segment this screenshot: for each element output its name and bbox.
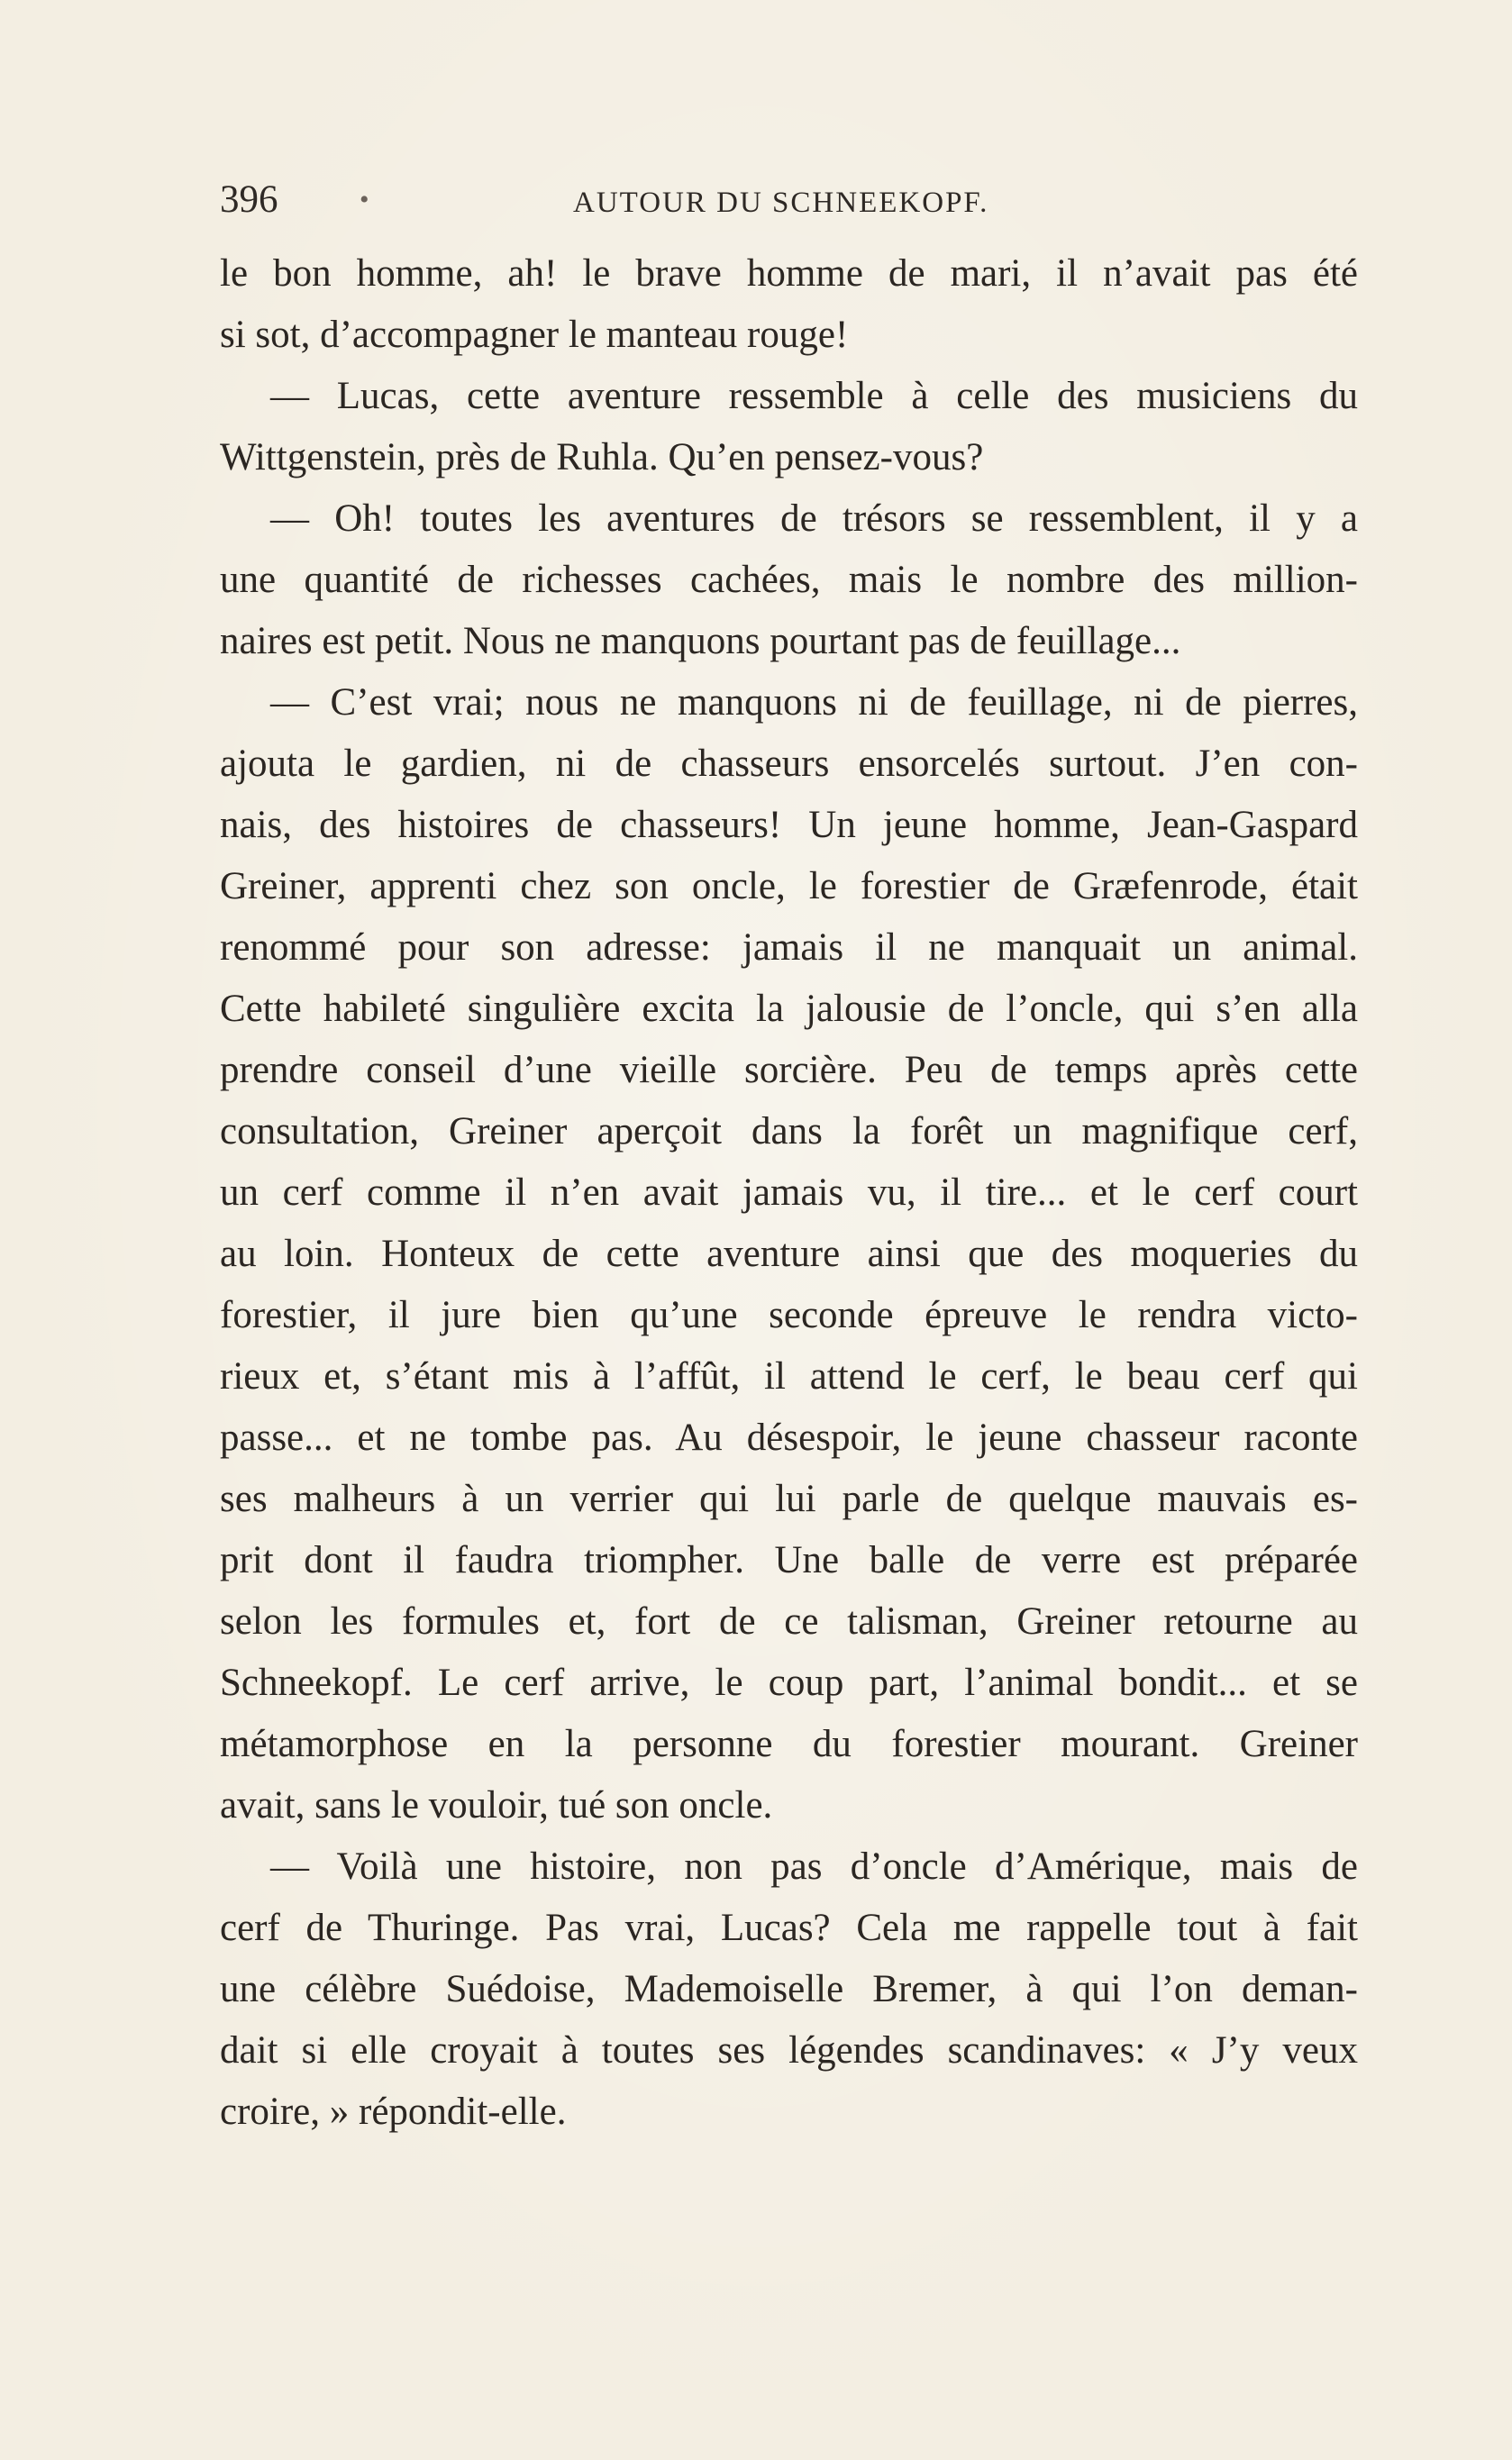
text-line: au loin. Honteux de cette aventure ainsi que des moqueries du [220, 1233, 1358, 1275]
text-line: prendre conseil d’une vieille sorcière. Peu de temps après cette [220, 1049, 1358, 1091]
text-line: rieux et, s’étant mis à l’affût, il attend le cerf, le beau cerf qui [220, 1355, 1358, 1398]
text-line: — Lucas, cette aventure ressemble à celle des musiciens du [270, 375, 1358, 417]
text-line: une quantité de richesses cachées, mais le nombre des million- [220, 559, 1358, 601]
text-line: renommé pour son adresse: jamais il ne manquait un animal. [220, 926, 1358, 969]
text-line: — C’est vrai; nous ne manquons ni de feuillage, ni de pierres, [270, 681, 1358, 724]
text-line: — Oh! toutes les aventures de trésors se ressemblent, il y a [270, 497, 1358, 540]
text-line: selon les formules et, fort de ce talisman, Greiner retourne au [220, 1600, 1358, 1643]
text-line: avait, sans le vouloir, tué son oncle. [220, 1784, 773, 1827]
text-line: consultation, Greiner aperçoit dans la forêt un magnifique cerf, [220, 1110, 1358, 1153]
text-line: Cette habileté singulière excita la jalousie de l’oncle, qui s’en alla [220, 988, 1358, 1030]
text-line: si sot, d’accompagner le manteau rouge! [220, 314, 849, 356]
text-line: naires est petit. Nous ne manquons pourtant pas de feuillage... [220, 620, 1181, 662]
text-line: forestier, il jure bien qu’une seconde épreuve le rendra victo- [220, 1294, 1358, 1336]
text-line: Greiner, apprenti chez son oncle, le forestier de Græfenrode, était [220, 865, 1358, 907]
running-title: AUTOUR DU SCHNEEKOPF. [573, 187, 989, 219]
text-line: ajouta le gardien, ni de chasseurs ensorcelés surtout. J’en con- [220, 743, 1358, 785]
text-line: dait si elle croyait à toutes ses légendes scandinaves: « J’y veux [220, 2029, 1358, 2072]
text-line: nais, des histoires de chasseurs! Un jeune homme, Jean-Gaspard [220, 804, 1358, 846]
running-head [220, 177, 1364, 223]
text-line: cerf de Thuringe. Pas vrai, Lucas? Cela me rappelle tout à fait [220, 1907, 1358, 1949]
text-line: ses malheurs à un verrier qui lui parle de quelque mauvais es- [220, 1478, 1358, 1520]
text-line: Schneekopf. Le cerf arrive, le coup part, l’animal bondit... et se [220, 1662, 1358, 1704]
text-line: — Voilà une histoire, non pas d’oncle d’Amérique, mais de [270, 1845, 1358, 1888]
text-line: un cerf comme il n’en avait jamais vu, il tire... et le cerf court [220, 1171, 1358, 1214]
text-line: une célèbre Suédoise, Mademoiselle Bremer, à qui l’on deman- [220, 1968, 1358, 2010]
body-text [220, 243, 1358, 2143]
text-line: prit dont il faudra triompher. Une balle de verre est préparée [220, 1539, 1358, 1581]
text-line: le bon homme, ah! le brave homme de mari, il n’avait pas été [220, 252, 1358, 295]
page-number: 396 [220, 178, 278, 221]
head-separator: • [360, 185, 369, 214]
text-line: passe... et ne tombe pas. Au désespoir, le jeune chasseur raconte [220, 1417, 1358, 1459]
text-line: Wittgenstein, près de Ruhla. Qu’en pensez-vous? [220, 436, 984, 478]
text-line: croire, » répondit-elle. [220, 2091, 567, 2133]
text-line: métamorphose en la personne du forestier mourant. Greiner [220, 1723, 1358, 1765]
